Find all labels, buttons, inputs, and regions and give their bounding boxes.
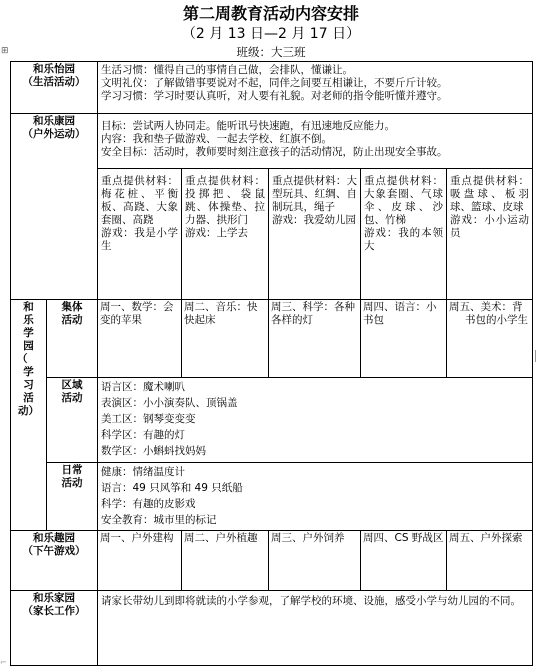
afternoon-game-text: 周二、户外植趣 — [184, 532, 258, 544]
section-title: 和乐趣园 — [33, 532, 75, 544]
section-label-hexue — [11, 300, 47, 531]
section-title: 和乐怡园 — [33, 63, 75, 75]
section-title: 和乐康园 — [33, 115, 75, 127]
material-text: 重点提供材料：大型玩具、红绸、自制玩具，绳子 游戏：我爱幼儿园 — [272, 175, 357, 226]
section-label-char: （ — [17, 353, 28, 365]
section-subtitle: （家长工作） — [22, 605, 86, 617]
section-label-hekang — [11, 114, 98, 300]
group-activity-cell — [269, 300, 361, 378]
group-activity-text: 周二、音乐：快快起床 — [184, 301, 258, 326]
section-label-char: 乐 — [23, 314, 34, 326]
sublabel-text: 活动 — [61, 392, 83, 404]
group-activity-cell — [182, 300, 269, 378]
area-activity-cell — [98, 378, 533, 463]
material-cell — [269, 169, 361, 300]
section-subtitle: （户外运动） — [22, 128, 86, 140]
area-activity-line: 美工区：钢琴变变变 — [101, 413, 196, 425]
row-hekang-goals — [11, 114, 533, 169]
row-hejia — [11, 591, 533, 666]
section-label-hequ — [11, 531, 98, 591]
activity-plan-table — [10, 61, 533, 666]
date-range: （2 月 13 日—2 月 17 日） — [181, 26, 361, 42]
afternoon-game-cell — [447, 531, 533, 591]
material-text: 重点提供材料：大象套圈、气球伞、皮球、沙包、竹梯 游戏：我的本领大 — [364, 175, 443, 252]
section-label-char: 园 — [23, 340, 34, 352]
group-activity-cell — [98, 300, 182, 378]
area-activity-line: 语言区：魔术喇叭 — [101, 381, 185, 393]
material-text: 重点提供材料：投掷把、袋鼠跳、体操垫、拉力器、拱形门 游戏：上学去 — [185, 175, 265, 239]
heyi-content — [98, 62, 533, 114]
sublabel-text: 活动 — [61, 314, 83, 326]
row-heyi — [11, 62, 533, 114]
afternoon-game-cell — [182, 531, 269, 591]
afternoon-game-cell — [269, 531, 361, 591]
afternoon-game-text: 周四、CS 野战区 — [363, 532, 444, 544]
row-hexue-area — [11, 378, 533, 463]
daily-activity-line: 语言：49 只风筝和 49 只纸船 — [101, 482, 243, 494]
sublabel-area — [47, 378, 98, 463]
section-label-hejia — [11, 591, 98, 666]
heyi-line: 生活习惯：懂得自己的事情自己做，会排队，懂谦让。 — [101, 64, 353, 76]
hekang-goal-line: 安全目标：活动时，教师要时刻注意孩子的活动情况，防止出现安全事故。 — [101, 146, 448, 158]
afternoon-game-text: 周三、户外饲养 — [271, 532, 345, 544]
table-resize-corner-icon[interactable]: ⌐ — [0, 658, 7, 667]
section-label-char: 动） — [18, 405, 39, 417]
section-subtitle: （生活活动） — [22, 76, 86, 88]
parent-work-text: 请家长带幼儿到即将就读的小学参观，了解学校的环境、设施，感受小学与幼儿园的不同。 — [101, 595, 521, 607]
sublabel-text: 区域 — [61, 379, 83, 391]
section-label-char: 学 — [23, 327, 34, 339]
row-hexue-daily — [11, 463, 533, 531]
area-activity-line: 科学区：有趣的灯 — [101, 429, 185, 441]
class-name: 班级：大三班 — [236, 45, 306, 59]
group-activity-text: 周三、科学：各种各样的灯 — [271, 301, 355, 326]
area-activity-line: 数学区：小蝌蚪找妈妈 — [101, 445, 206, 457]
section-title: 和乐家园 — [33, 592, 75, 604]
material-text: 重点提供材料：梅花桩、平衡板、高跷、大象套圈、高跷 游戏：我是小学生 — [101, 175, 178, 252]
group-activity-text: 周一、数学：会变的苹果 — [100, 301, 174, 326]
daily-activity-cell — [98, 463, 533, 531]
material-text: 重点提供材料：吸盘球、板羽球、篮球、皮球 游戏：小小运动员 — [450, 175, 530, 239]
sublabel-text: 日常 — [61, 464, 83, 476]
hekang-goals — [98, 114, 533, 169]
section-subtitle: （下午游戏） — [22, 545, 86, 557]
area-activity-line: 表演区：小小演奏队、顶锅盖 — [101, 397, 238, 409]
afternoon-game-cell — [361, 531, 447, 591]
group-activity-text: 周五、美术：背书包的小学生 — [449, 301, 528, 326]
afternoon-game-text: 周五、户外探索 — [449, 532, 523, 544]
daily-activity-line: 安全教育：城市里的标记 — [101, 514, 217, 526]
section-label-heyi — [11, 62, 98, 114]
sublabel-group — [47, 300, 98, 378]
parent-work-cell — [98, 591, 533, 666]
afternoon-game-text: 周一、户外建构 — [100, 532, 174, 544]
afternoon-game-cell — [98, 531, 182, 591]
material-cell — [447, 169, 533, 300]
section-label-char: 和 — [23, 301, 34, 313]
heyi-line: 文明礼仪：了解做错事要说对不起，同伴之间要互相谦让，不要斤斤计较。 — [101, 77, 448, 89]
sublabel-text: 活动 — [61, 477, 83, 489]
group-activity-cell — [361, 300, 447, 378]
resize-handle-icon[interactable] — [535, 350, 541, 362]
hekang-goal-line: 内容：我和垫子做游戏、一起去学校、红旗不倒。 — [101, 133, 332, 145]
daily-activity-line: 健康：情绪温度计 — [101, 466, 185, 478]
section-label-char: 习 — [23, 379, 34, 391]
material-cell — [182, 169, 269, 300]
sublabel-text: 集体 — [61, 301, 83, 313]
heyi-line: 学习习惯：学习时要认真听，对人要有礼貌。对老师的指令能听懂并遵守。 — [101, 90, 448, 102]
sublabel-daily — [47, 463, 98, 531]
page-title: 第二周教育活动内容安排 — [182, 4, 359, 23]
section-label-char: 活 — [23, 392, 34, 404]
daily-activity-line: 科学：有趣的皮影戏 — [101, 498, 196, 510]
group-activity-text: 周四、语言：小书包 — [363, 301, 437, 326]
row-hexue-group — [11, 300, 533, 378]
section-label-char: 学 — [23, 366, 34, 378]
row-hequ — [11, 531, 533, 591]
group-activity-cell — [447, 300, 533, 378]
material-cell — [98, 169, 182, 300]
hekang-goal-line: 目标：尝试两人协同走。能听讯号快速跑，有迅速地反应能力。 — [101, 120, 395, 132]
material-cell — [361, 169, 447, 300]
table-move-handle-icon[interactable]: ⊞ — [1, 46, 9, 56]
